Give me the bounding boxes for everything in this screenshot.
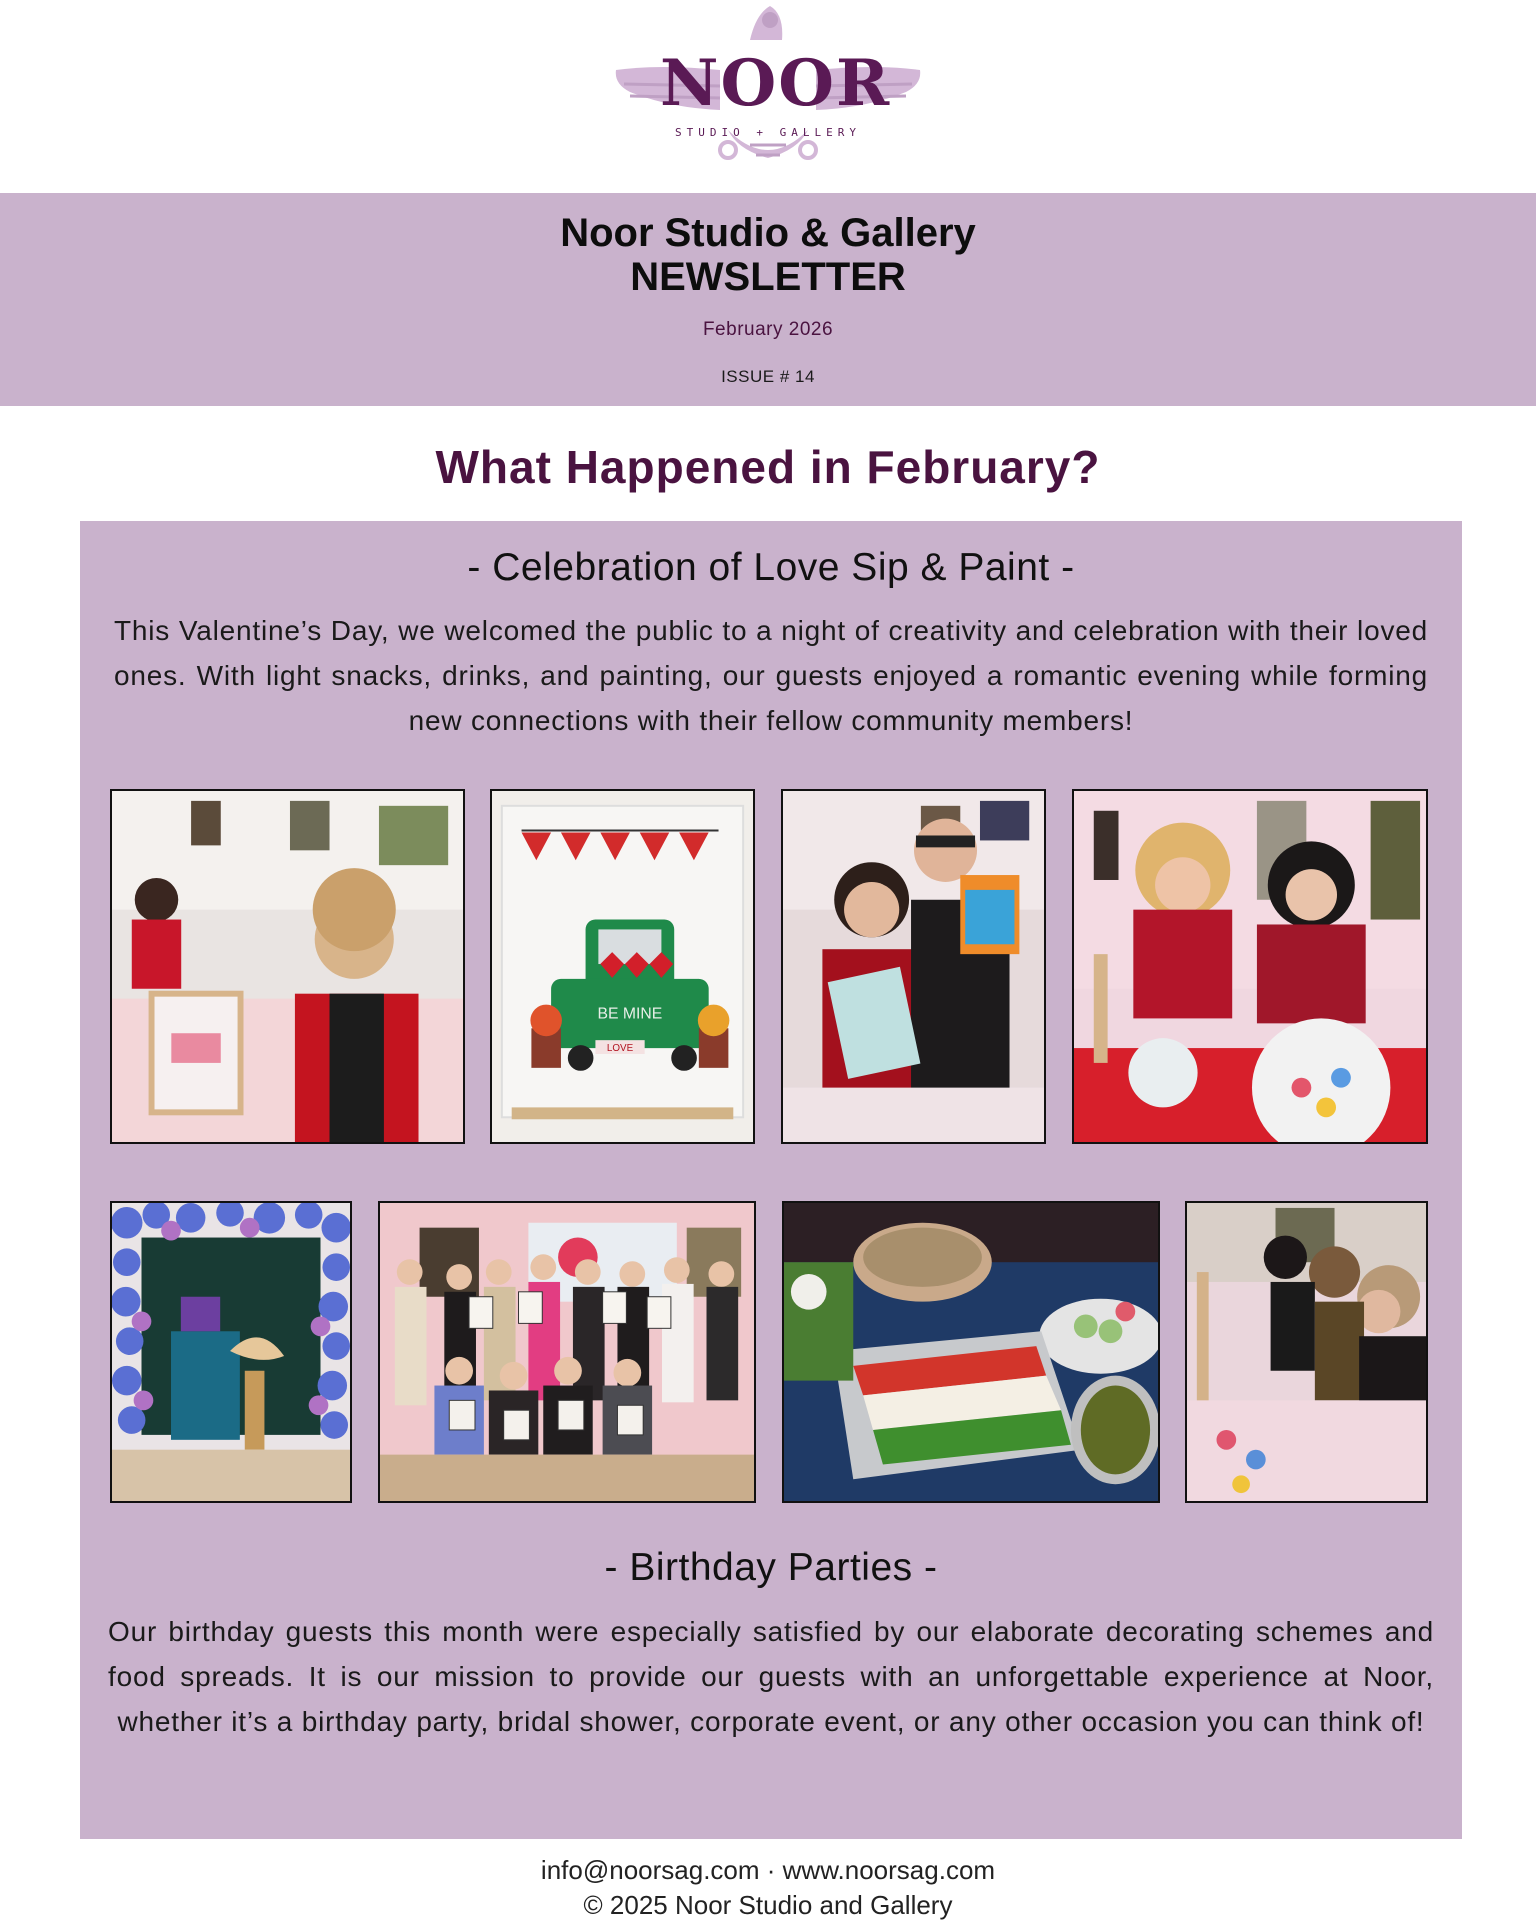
food-spread-photo <box>782 1201 1160 1503</box>
section-body-birthday: Our birthday guests this month were especially satisfied by our elaborate decorating schemes and food spreads. It is our mission to provide our guests with an unforgettable experience at Noor, whether it’s a birthday party, bridal shower, corporate event, or any other occasion you can think of! <box>108 1616 1434 1737</box>
logo-wordmark: NOOR <box>660 46 892 121</box>
group-with-paintings-photo <box>378 1201 756 1503</box>
truck-painted-text: BE MINE <box>597 1005 663 1023</box>
content-panel <box>80 521 1462 1839</box>
guests-painting-row-photo <box>1185 1201 1428 1503</box>
section-title-birthday: - Birthday Parties - <box>604 1546 938 1589</box>
issue-date: February 2026 <box>702 319 834 340</box>
newsletter-subtitle: NEWSLETTER <box>630 255 906 299</box>
guests-at-table-photo <box>1072 789 1428 1144</box>
section-body-sip-paint: This Valentine’s Day, we welcomed the public to a night of creativity and celebration with their loved ones. With light snacks, drinks, and painting, our guests enjoyed a romantic evening while forming new connections with their fellow community members! <box>114 615 1428 736</box>
couple-with-paintings-photo <box>781 789 1046 1144</box>
truck-tag-text: LOVE <box>606 1043 634 1055</box>
footer-contact: info@noorsag.com · www.noorsag.com <box>540 1855 996 1885</box>
balloon-arch-cake-photo <box>110 1201 352 1503</box>
issue-number: ISSUE # 14 <box>721 367 815 386</box>
guest-painting-photo <box>110 789 465 1144</box>
valentine-truck-painting-photo <box>490 789 755 1144</box>
footer-copyright: © 2025 Noor Studio and Gallery <box>583 1890 953 1920</box>
section-title-sip-paint: - Celebration of Love Sip & Paint - <box>467 546 1075 589</box>
logo <box>0 0 1536 190</box>
page-heading: What Happened in February? <box>435 441 1101 493</box>
newsletter-header <box>0 193 1536 406</box>
newsletter-title: Noor Studio & Gallery <box>560 211 976 255</box>
logo-subtitle: STUDIO + GALLERY <box>675 126 861 139</box>
